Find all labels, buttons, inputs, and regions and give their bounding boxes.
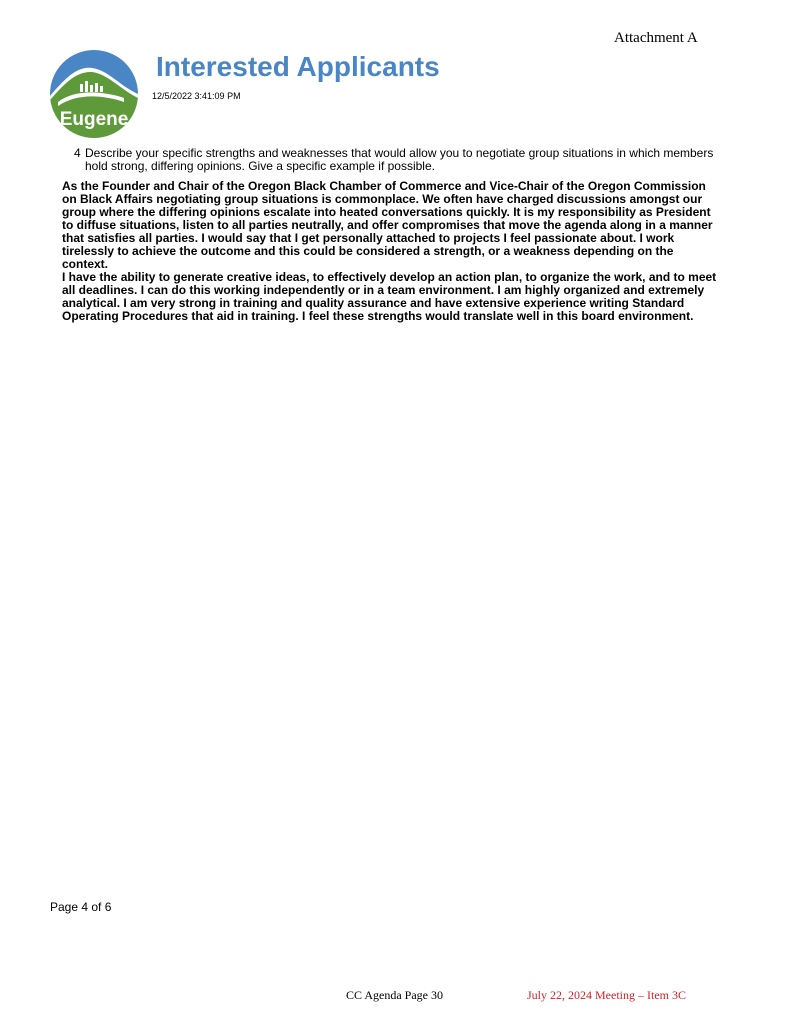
logo-skyline bbox=[90, 85, 93, 92]
logo-text: Eugene bbox=[59, 109, 129, 130]
answer-paragraph-1: As the Founder and Chair of the Oregon Black Chamber of Commerce and Vice-Chair of the Oregon Commission on Black Affairs negotiating group situations is commonplace. We often have charged discussions amongst our group where the differing opinions escalate into heated conversations quickly. It is my responsibility as President to diffuse situations, listen to all parties neutrally, and offer compromises that move the agenda along in a manner that satisfies all parties. I would say that I get personally attached to projects I feel passionate about. I work tirelessly to achieve the outcome and this could be considered a strength, or a weakness depending on the context. bbox=[62, 179, 713, 271]
logo-skyline bbox=[85, 81, 88, 92]
page-title: Interested Applicants bbox=[156, 51, 440, 82]
answer-paragraph-2: I have the ability to generate creative ideas, to effectively develop an action plan, to organize the work, and to meet all deadlines. I can do this working independently or in a team environment. I am highly organized and extremely analytical. I am very strong in training and quality assurance and have extensive experience writing Standard Operating Procedures that aid in training. I feel these strengths would translate well in this board environment. bbox=[62, 270, 717, 323]
logo-skyline bbox=[95, 83, 98, 92]
logo-skyline bbox=[80, 84, 83, 92]
eugene-logo bbox=[50, 50, 138, 138]
question-text: Describe your specific strengths and weaknesses that would allow you to negotiate group situations in which members hold strong, differing opinions. Give a specific example if possible. bbox=[85, 146, 714, 173]
answer-block bbox=[62, 180, 722, 323]
logo-skyline bbox=[100, 86, 103, 92]
question-block bbox=[74, 147, 724, 173]
timestamp: 12/5/2022 3:41:09 PM bbox=[152, 91, 241, 101]
agenda-page: CC Agenda Page 30 bbox=[346, 988, 443, 1002]
attachment-label: Attachment A bbox=[614, 30, 698, 46]
meeting-item: July 22, 2024 Meeting – Item 3C bbox=[527, 988, 686, 1002]
page-number: Page 4 of 6 bbox=[50, 900, 112, 914]
question-number: 4 bbox=[74, 146, 81, 160]
